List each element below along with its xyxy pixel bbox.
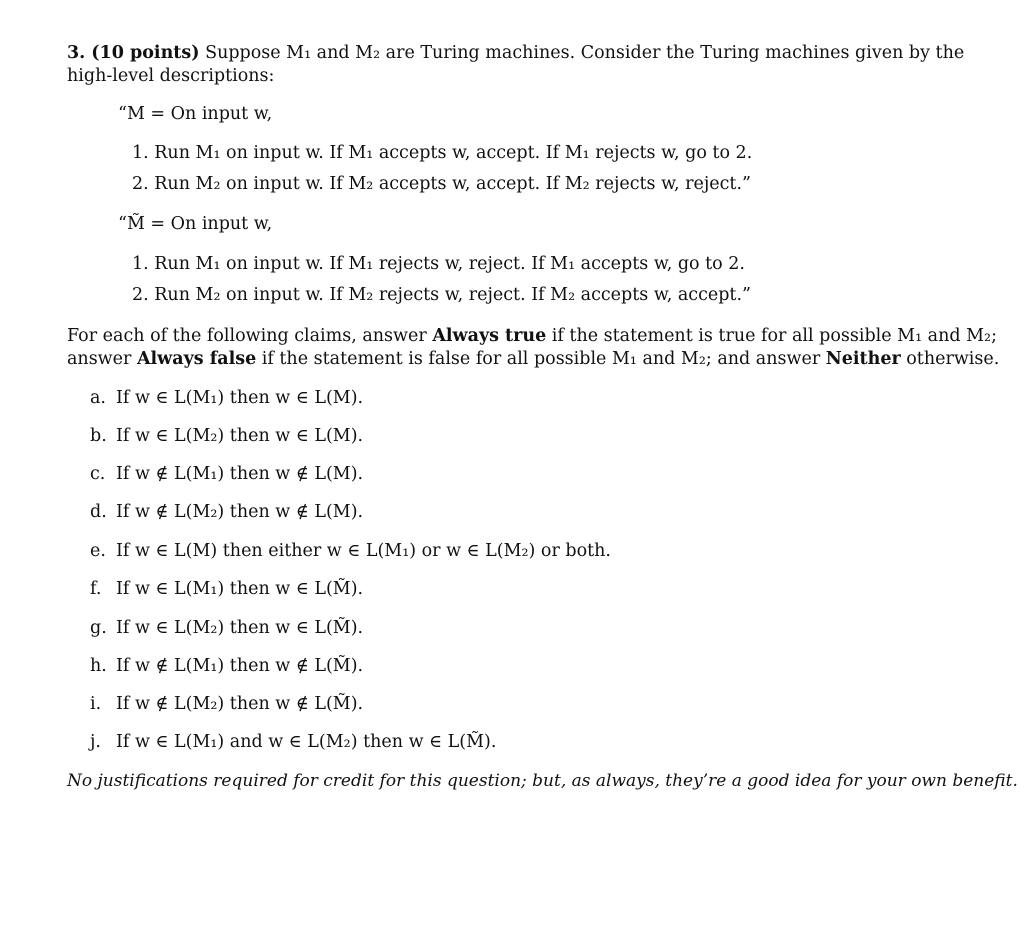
- instructions-text: For each of the following claims, answer: [67, 326, 433, 346]
- claim-label: e.: [90, 541, 106, 561]
- claim-label: f.: [90, 579, 102, 599]
- problem-intro-line1: [67, 42, 964, 64]
- claim-text: If w ∉ L(M₁) then w ∉ L(M̃).: [116, 656, 364, 676]
- claim-e: [90, 540, 611, 562]
- instructions-text: if the statement is false for all possible M₁ and M₂; and answer: [256, 349, 826, 369]
- machine-mtilde-header: “M̃ = On input w,: [118, 214, 273, 234]
- footer-note: No justifications required for credit for this question; but, as always, they’re a good idea for your own benefit.: [67, 771, 1018, 791]
- claim-a: [90, 387, 363, 409]
- problem-intro-text: Suppose M₁ and M₂ are Turing machines. Consider the Turing machines given by the: [199, 43, 965, 63]
- claim-label: b.: [90, 426, 107, 446]
- machine-mtilde-step-2: 2. Run M₂ on input w. If M₂ rejects w, reject. If M₂ accepts w, accept.”: [132, 285, 751, 305]
- claim-f: [90, 578, 363, 600]
- always-true-label: Always true: [432, 326, 547, 346]
- instructions-text: answer: [67, 349, 137, 369]
- problem-number: 3.: [67, 43, 86, 63]
- claim-label: a.: [90, 388, 106, 408]
- claim-b: [90, 425, 363, 447]
- claim-text: If w ∈ L(M) then either w ∈ L(M₁) or w ∈ L(M₂) or both.: [116, 541, 611, 561]
- problem-intro-line2: high-level descriptions:: [67, 66, 275, 86]
- claim-label: h.: [90, 656, 107, 676]
- claim-d: [90, 501, 363, 523]
- claim-text: If w ∉ L(M₂) then w ∉ L(M).: [116, 502, 364, 522]
- neither-label: Neither: [825, 349, 901, 369]
- claim-text: If w ∈ L(M₂) then w ∈ L(M̃).: [116, 618, 364, 638]
- claim-text: If w ∈ L(M₁) and w ∈ L(M₂) then w ∈ L(M̃).: [116, 732, 497, 752]
- claim-text: If w ∈ L(M₁) then w ∈ L(M̃).: [116, 579, 364, 599]
- machine-mtilde-step-1: 1. Run M₁ on input w. If M₁ rejects w, reject. If M₁ accepts w, go to 2.: [132, 254, 745, 274]
- claim-label: g.: [90, 618, 107, 638]
- claim-label: c.: [90, 464, 106, 484]
- instructions-text: if the statement is true for all possible M₁ and M₂;: [546, 326, 997, 346]
- always-false-label: Always false: [136, 349, 257, 369]
- problem-points: (10 points): [91, 43, 200, 63]
- claim-i: [90, 693, 363, 715]
- claim-text: If w ∈ L(M₁) then w ∈ L(M).: [116, 388, 364, 408]
- machine-m-step-1: 1. Run M₁ on input w. If M₁ accepts w, accept. If M₁ rejects w, go to 2.: [132, 143, 753, 163]
- claim-g: [90, 617, 363, 639]
- claim-text: If w ∉ L(M₁) then w ∉ L(M).: [116, 464, 364, 484]
- instructions-line2: [67, 348, 999, 370]
- machine-m-header: “M = On input w,: [118, 104, 273, 124]
- claim-label: j.: [90, 732, 101, 752]
- claim-label: d.: [90, 502, 107, 522]
- claim-label: i.: [90, 694, 102, 714]
- claim-j: [90, 731, 496, 753]
- machine-m-step-2: 2. Run M₂ on input w. If M₂ accepts w, accept. If M₂ rejects w, reject.”: [132, 174, 751, 194]
- instructions-line1: [67, 325, 997, 347]
- claim-text: If w ∈ L(M₂) then w ∈ L(M).: [116, 426, 364, 446]
- claim-text: If w ∉ L(M₂) then w ∉ L(M̃).: [116, 694, 364, 714]
- claim-c: [90, 463, 363, 485]
- claim-h: [90, 655, 363, 677]
- instructions-text: otherwise.: [900, 349, 1000, 369]
